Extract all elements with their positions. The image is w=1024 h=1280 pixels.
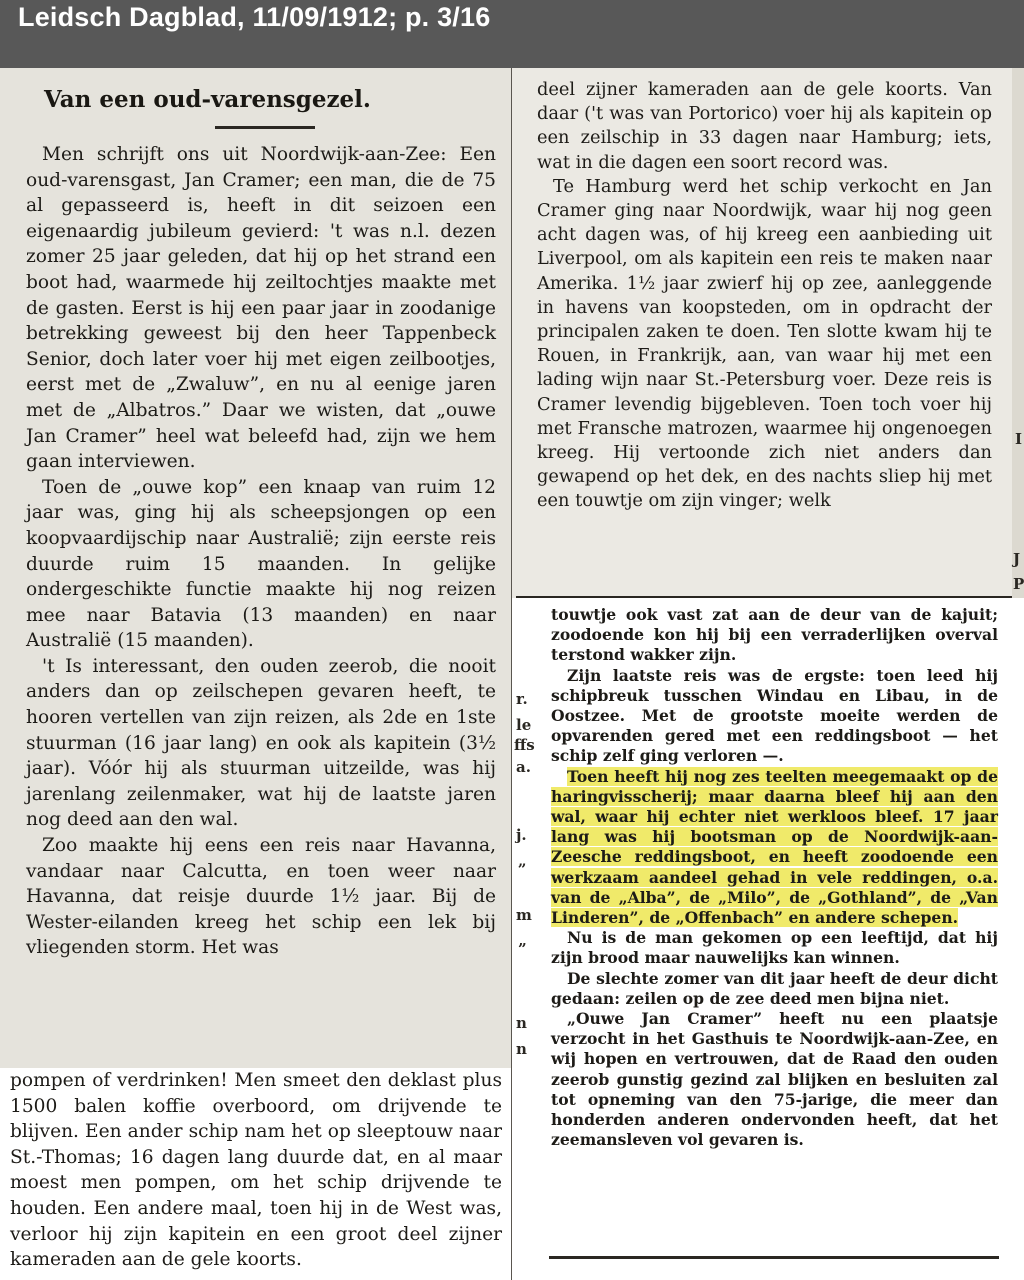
- article-column-3: [551, 605, 998, 1150]
- highlight-mark: Toen heeft hij nog zes teelten meegemaakt op de haringvisscherij; maar daarna bleef hij aan den wal, waar hij echter niet werkloos bleef. 17 jaar lang was hij bootsman op de Noordwijk-aan-Zeesche reddingsboot, en heeft zoodoende een werkzaam aandeel gehad in vele reddingen, o.a. van de „Alba”, de „Milo”, de „Gothland”, de „Van Linderen”, de „Offenbach” en andere schepen.: [551, 766, 998, 928]
- margin-fragment: le: [516, 716, 532, 734]
- margin-fragment: J: [1013, 550, 1021, 568]
- paragraph: touwtje ook vast zat aan de deur van de kajuit; zoodoende kon hij bij een verraderlijken overval terstond wakker zijn.: [551, 605, 998, 665]
- margin-fragment: P: [1013, 575, 1024, 593]
- margin-fragment: „: [518, 852, 527, 870]
- article-column-1: [26, 142, 496, 961]
- margin-fragment: j.: [516, 826, 527, 844]
- article-column-1-continued: [10, 1068, 502, 1273]
- paragraph: Zijn laatste reis was de ergste: toen leed hij schipbreuk tusschen Windau en Libau, in de Oostzee. Met de grootste moeite werden de opvarenden gered met een reddingsboot — het schip zelf ging verloren —.: [551, 665, 998, 766]
- article-column-2: [537, 78, 992, 514]
- paragraph: pompen of verdrinken! Men smeet den deklast plus 1500 balen koffie overboord, om drijvende te blijven. Een ander schip nam het op sleeptouw naar St.-Thomas; 16 dagen lang duurde dat, en al maar moest men pompen, om het schip drijvende te houden. Een andere maal, toen hij in de West was, verloor hij zijn kapitein en een groot deel zijner kameraden aan de gele koorts.: [10, 1070, 502, 1271]
- margin-fragment: r.: [516, 690, 528, 708]
- page-title: Leidsch Dagblad, 11/09/1912; p. 3/16: [18, 2, 491, 32]
- scan-edge: [1012, 68, 1024, 598]
- margin-fragment: a.: [516, 758, 531, 776]
- column-divider: [511, 68, 512, 1280]
- section-rule: [516, 596, 1012, 598]
- margin-fragment: I: [1015, 430, 1023, 448]
- paragraph: 't Is interessant, den ouden zeerob, die nooit anders dan op zeilschepen gevaren heeft, te hooren vertellen van zijn reizen, als 2de en 1ste stuurman (16 jaar lang) en ook als kapitein (3½ jaar). Vóór hij als stuurman uitzeilde, was hij jarenlang zeilenmaker, wat hij de laatste jaren nog deed aan den wal.: [26, 655, 496, 831]
- end-rule: [549, 1256, 999, 1259]
- paragraph: „Ouwe Jan Cramer” heeft nu een plaatsje verzocht in het Gasthuis te Noordwijk-aan-Zee, en wij hopen en vertrouwen, dat de Raad den ouden zeerob gunstig gezind zal blijken en besluiten zal tot opneming van den 75-jarige, die meer dan honderden anderen ondervonden heeft, dat het zeemansleven vol gevaren is.: [551, 1009, 998, 1150]
- margin-fragment: ffs: [514, 736, 535, 754]
- margin-fragment: n: [516, 1040, 527, 1058]
- paragraph: Men schrijft ons uit Noordwijk-aan-Zee: Een oud-varensgast, Jan Cramer; een man, die de 75 al gepasseerd is, heeft in dit seizoen een eigenaardig jubileum gevierd: 't was n.l. dezen zomer 25 jaar geleden, dat hij op het strand een boot had, waarmede hij zeiltochtjes maakte met de gasten. Eerst is hij een paar jaar in zoodanige betrekking geweest bij den heer Tappenbeck Senior, doch later voer hij met eigen zeilbootjes, eerst met de „Zwaluw”, en nu al eenige jaren met de „Albatros.” Daar we wisten, dat „ouwe Jan Cramer” heel wat beleefd had, zijn we hem gaan interviewen.: [26, 144, 496, 473]
- paragraph: De slechte zomer van dit jaar heeft de deur dicht gedaan: zeilen op de zee deed men bijna niet.: [551, 968, 998, 1008]
- paragraph: Nu is de man gekomen op een leeftijd, dat hij zijn brood maar nauwelijks kan winnen.: [551, 928, 998, 968]
- paragraph: Toen de „ouwe kop” een knaap van ruim 12 jaar was, ging hij als scheepsjongen op een koopvaardijschip naar Australië; zijn eerste reis duurde ruim 15 maanden. In gelijke ondergeschikte functie maakte hij nog reizen mee naar Batavia (13 maanden) en naar Australië (15 maanden).: [26, 476, 496, 652]
- article-heading: Van een oud-varensgezel.: [44, 86, 371, 113]
- paragraph: Te Hamburg werd het schip verkocht en Jan Cramer ging naar Noordwijk, waar hij nog geen acht dagen was, of hij kreeg een aanbieding uit Liverpool, om als kapitein een reis te maken naar Amerika. 1½ jaar zwierf hij op zee, aanleggende in havens van koopsteden, om in opdracht der principalen zaken te doen. Ten slotte kwam hij te Rouen, in Frankrijk, aan, van waar hij met een lading wijn naar St.-Petersburg voer. Deze reis is Cramer levendig bijgebleven. Toen toch voer hij met Fransche matrozen, waarmee hij ongenoegen kreeg. Hij vertoonde zich niet anders dan gewapend op het dek, en des nachts sliep hij met een touwtje om zijn vinger; welk: [537, 175, 992, 512]
- margin-fragment: m: [516, 906, 532, 924]
- heading-rule: [215, 126, 315, 129]
- margin-fragment: n: [516, 1014, 527, 1032]
- highlighted-paragraph: [551, 767, 998, 929]
- paragraph: deel zijner kameraden aan de gele koorts. Van daar ('t was van Portorico) voer hij als kapitein op een zeilschip in 33 dagen naar Hamburg; iets, wat in die dagen een soort record was.: [537, 79, 992, 173]
- paragraph: Zoo maakte hij eens een reis naar Havanna, vandaar naar Calcutta, en toen weer naar Havanna, dat reisje duurde 1½ jaar. Bij de Wester-eilanden kreeg het schip een lek bij vliegenden storm. Het was: [26, 835, 496, 959]
- margin-fragment: ”: [518, 940, 527, 958]
- header-bar: [0, 0, 1024, 68]
